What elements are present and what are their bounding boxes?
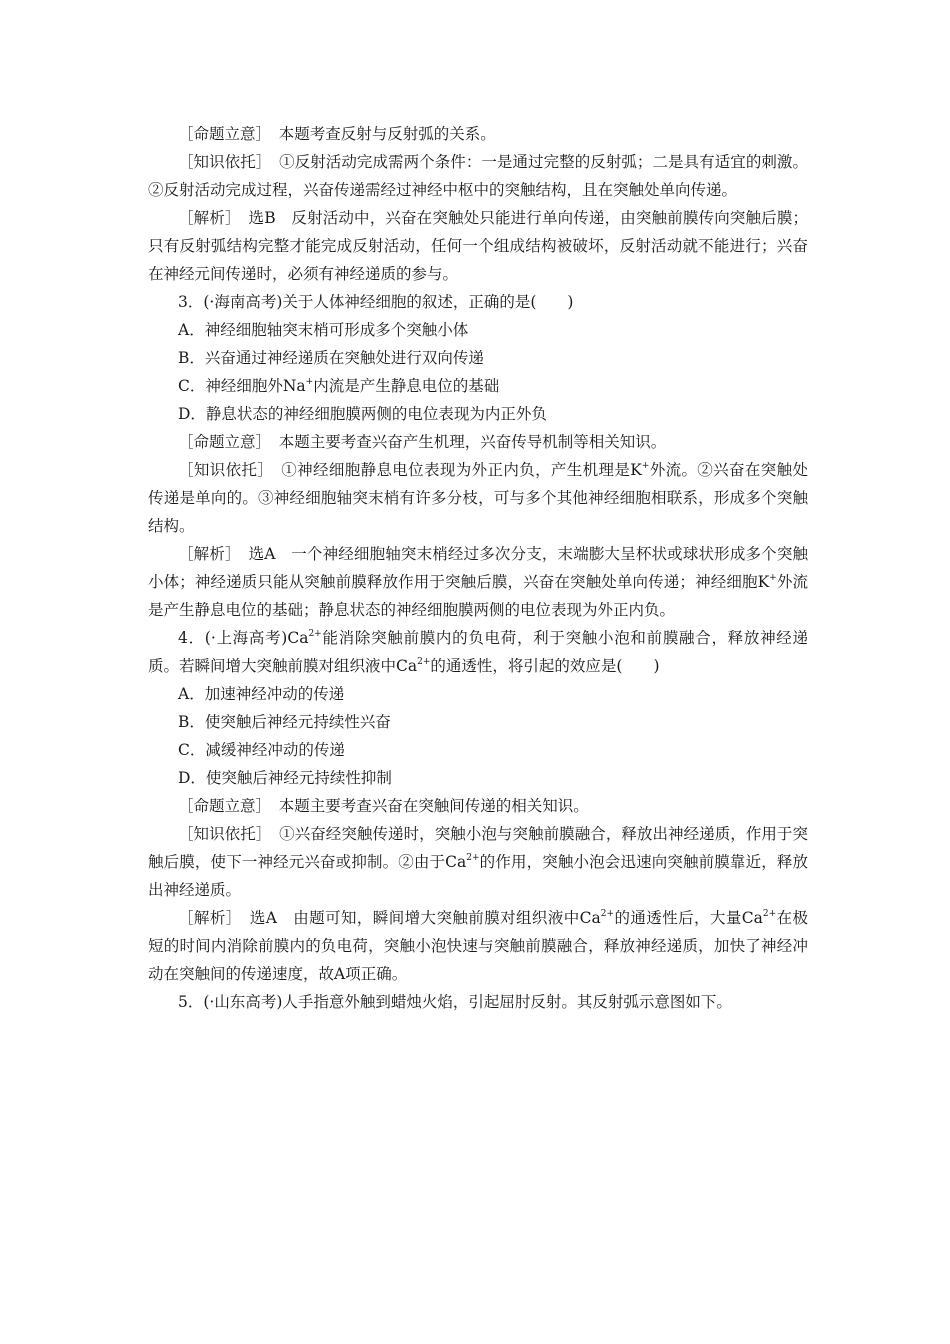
q3-stem: 3．(·海南高考)关于人体神经细胞的叙述，正确的是( ) (178, 293, 574, 311)
q3-basis-part2: 外流。②兴奋在突触处传递是单向的。③神经细胞轴突末梢有许多分枝，可与多个其他神经细胞相联系，形成多个突触结构。 (148, 461, 808, 535)
q3-option-c-post: 内流是产生静息电位的基础 (313, 377, 500, 395)
q4-option-b: B．使突触后神经元持续性兴奋 (178, 713, 391, 731)
q4-basis-part2: 的作用，突触小泡会迅速向突触前膜靠近，释放出神经递质。 (148, 853, 808, 899)
q4-option-c: C．减缓神经冲动的传递 (178, 741, 345, 759)
q4-basis-sup: 2+ (466, 852, 480, 863)
q3-option-b: B．兴奋通过神经递质在突触处进行双向传递 (178, 349, 484, 367)
q3-explain-part1: ［解析］ 选A 一个神经细胞轴突末梢经过多次分支，末端膨大呈杯状或球状形成多个突触小体；神经递质只能从突触前膜释放作用于突触后膜，兴奋在突触处单向传递；神经细胞K (148, 545, 808, 591)
q3-option-d: D．静息状态的神经细胞膜两侧的电位表现为内正外负 (178, 405, 547, 423)
q4-explain-part3: 在极短的时间内消除前膜内的负电荷，突触小泡快速与突触前膜融合，释放神经递质，加快了神经冲动在突触间的传递速度，故A项正确。 (148, 909, 808, 983)
q4-explain-part2: 的通透性后，大量Ca (614, 909, 763, 927)
q3-basis (148, 456, 808, 540)
document-body (148, 120, 808, 1016)
q4-stem-part2: 能消除突触前膜内的负电荷，利于突触小泡和前膜融合，释放神经递质。若瞬间增大突触前膜对组织液中Ca (148, 629, 808, 675)
q4-stem-part1: 4．(·上海高考)Ca (178, 629, 309, 647)
q3-intent: ［命题立意］ 本题主要考查兴奋产生机理，兴奋传导机制等相关知识。 (178, 433, 667, 451)
q3-explanation (148, 540, 808, 624)
q4-explain-sup1: 2+ (600, 908, 615, 919)
q2-basis: ［知识依托］ ①反射活动完成需两个条件：一是通过完整的反射弧；二是具有适宜的刺激。②反射活动完成过程，兴奋传递需经过神经中枢中的突触结构，且在突触处单向传递。 (148, 153, 808, 199)
q2-explanation: ［解析］ 选B 反射活动中，兴奋在突触处只能进行单向传递，由突触前膜传向突触后膜；只有反射弧结构完整才能完成反射活动，任何一个组成结构被破坏，反射活动就不能进行；兴奋在神经元间传递时，必须有神经递质的参与。 (148, 209, 808, 283)
q4-basis (148, 820, 808, 904)
q3-option-c (148, 372, 808, 400)
q4-basis-part1: ［知识依托］ ①兴奋经突触传递时，突触小泡与突触前膜融合，释放出神经递质，作用于突触后膜，使下一神经元兴奋或抑制。②由于Ca (148, 825, 808, 871)
q3-basis-sup: + (641, 460, 650, 471)
q5-stem: 5．(·山东高考)人手指意外触到蜡烛火焰，引起屈肘反射。其反射弧示意图如下。 (178, 993, 732, 1011)
q4-explanation (148, 904, 808, 988)
q4-intent: ［命题立意］ 本题主要考查兴奋在突触间传递的相关知识。 (178, 797, 589, 815)
q3-explain-sup: + (769, 572, 777, 583)
q4-explain-sup2: 2+ (762, 908, 777, 919)
q4-stem-sup2: 2+ (417, 656, 431, 667)
q4-explain-part1: ［解析］ 选A 由题可知，瞬间增大突触前膜对组织液中Ca (178, 909, 601, 927)
q4-option-a: A．加速神经冲动的传递 (178, 685, 345, 703)
q3-option-c-pre: C．神经细胞外Na (178, 377, 306, 395)
q3-option-a: A．神经细胞轴突末梢可形成多个突触小体 (178, 321, 469, 339)
q2-intent: ［命题立意］ 本题考查反射与反射弧的关系。 (178, 125, 496, 143)
q4-stem (148, 624, 808, 680)
q3-option-c-sup: + (305, 376, 314, 387)
q4-stem-sup1: 2+ (308, 628, 322, 639)
q3-explain-part2: 外流是产生静息电位的基础；静息状态的神经细胞膜两侧的电位表现为外正内负。 (148, 573, 808, 619)
q4-option-d: D．使突触后神经元持续性抑制 (178, 769, 392, 787)
q4-stem-part3: 的通透性，将引起的效应是( ) (430, 657, 660, 675)
q3-basis-part1: ［知识依托］ ①神经细胞静息电位表现为外正内负，产生机理是K (178, 461, 642, 479)
